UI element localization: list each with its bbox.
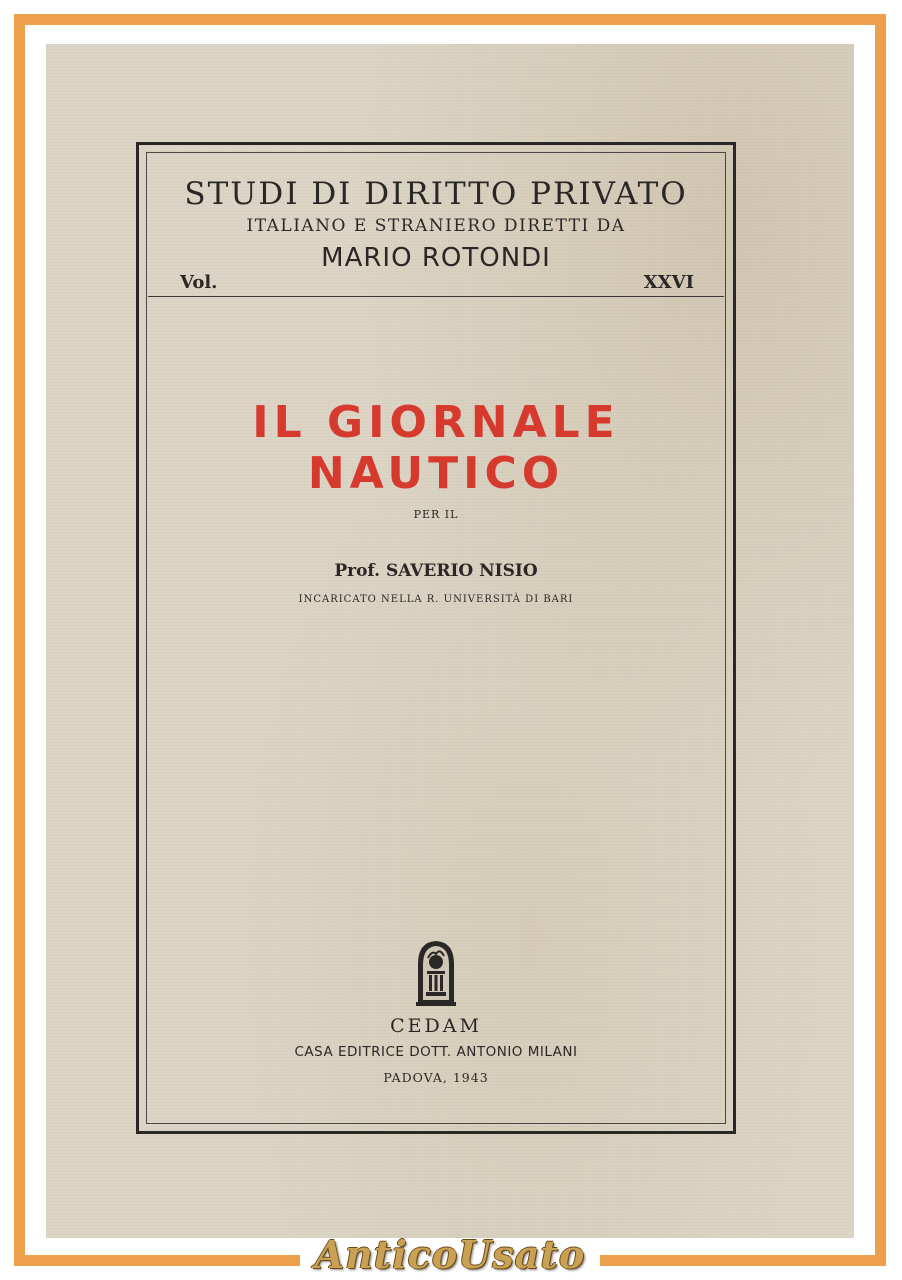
volume-number: XXVI xyxy=(643,272,694,293)
series-subtitle: ITALIANO E STRANIERO DIRETTI DA xyxy=(246,216,626,236)
publisher-name: CEDAM xyxy=(390,1015,482,1037)
watermark-logo: AnticoUsato xyxy=(314,1232,586,1277)
series-title: STUDI DI DIRITTO PRIVATO xyxy=(184,176,688,212)
by-line: PER IL xyxy=(413,508,459,521)
publisher-house: CASA EDITRICE DOTT. ANTONIO MILANI xyxy=(294,1044,578,1060)
place-year: PADOVA, 1943 xyxy=(383,1070,489,1085)
volume-label: Vol. xyxy=(180,272,218,293)
series-editor: MARIO ROTONDI xyxy=(321,243,551,273)
publisher-emblem-icon xyxy=(414,938,458,1008)
book-title: IL GIORNALE NAUTICO xyxy=(252,397,620,499)
author-name: Prof. SAVERIO NISIO xyxy=(334,561,538,581)
header-divider xyxy=(148,296,724,297)
author-affiliation: INCARICATO NELLA R. UNIVERSITÀ DI BARI xyxy=(298,594,574,605)
